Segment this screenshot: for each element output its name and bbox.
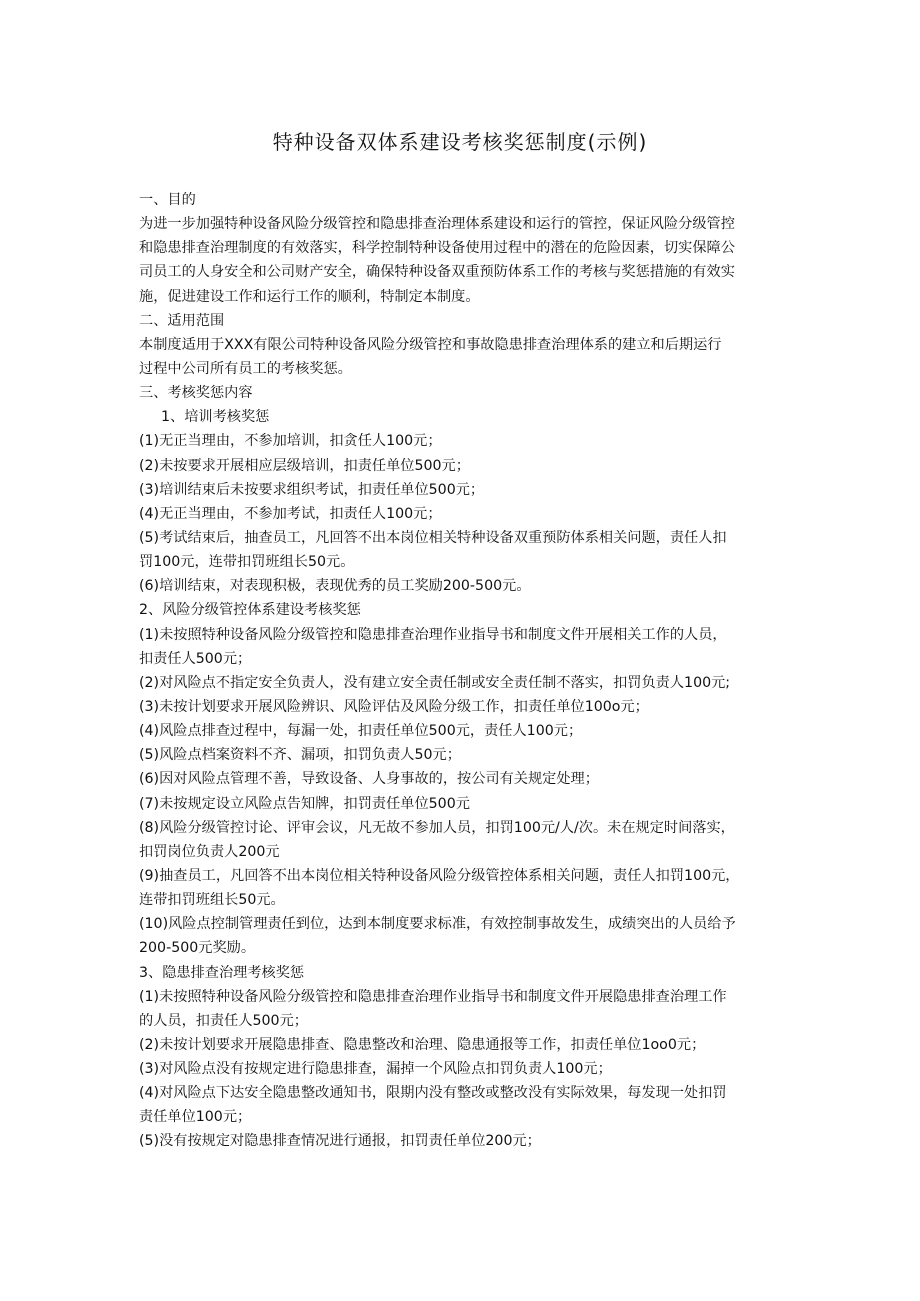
text-line: (5)考试结束后，抽查员工，凡回答不出本岗位相关特种设备双重预防体系相关问题，责任人扣 bbox=[139, 529, 727, 546]
text-line: (3)对风险点没有按规定进行隐患排查，漏掉一个风险点扣罚负责人100元； bbox=[139, 1061, 612, 1078]
text-line: 司员工的人身安全和公司财产安全，确保特种设备双重预防体系工作的考核与奖惩措施的有效实 bbox=[139, 264, 735, 281]
text-line: 连带扣罚班组长50元。 bbox=[139, 892, 285, 909]
text-line: (3)未按计划要求开展风险辨识、风险评估及风险分级工作，扣责任单位100o元； bbox=[139, 698, 649, 715]
text-line: 罚100元，连带扣罚班组长50元。 bbox=[139, 554, 355, 571]
text-line: (10)风险点控制管理责任到位，达到本制度要求标准，有效控制事故发生，成绩突出的人员给予 bbox=[139, 916, 736, 933]
text-line: 施，促进建设工作和运行工作的顺利，特制定本制度。 bbox=[139, 288, 480, 305]
text-line: 本制度适用于XXX有限公司特种设备风险分级管控和事故隐患排查治理体系的建立和后期运行 bbox=[139, 336, 722, 353]
text-line: 3、隐患排查治理考核奖惩 bbox=[139, 964, 305, 981]
text-line: 扣罚岗位负责人200元 bbox=[139, 843, 280, 860]
text-line: (4)对风险点下达安全隐患整改通知书，限期内没有整改或整改没有实际效果，每发现一处扣罚 bbox=[139, 1085, 727, 1102]
text-line: 三、考核奖惩内容 bbox=[139, 385, 253, 402]
text-line: (5)风险点档案资料不齐、漏项，扣罚负责人50元； bbox=[139, 747, 461, 764]
text-line: (8)风险分级管控讨论、评审会议，凡无故不参加人员，扣罚100元/人/次。未在规定时间落实， bbox=[139, 819, 735, 836]
text-line: (2)未按要求开展相应层级培训，扣责任单位500元； bbox=[139, 457, 470, 474]
text-line: 200-500元奖励。 bbox=[139, 940, 256, 957]
text-line: (6)因对风险点管理不善，导致设备、人身事故的，按公司有关规定处理； bbox=[139, 771, 599, 788]
text-line: (5)没有按规定对隐患排查情况进行通报，扣罚责任单位200元； bbox=[139, 1133, 541, 1150]
text-line: (3)培训结束后未按要求组织考试，扣责任单位500元； bbox=[139, 481, 485, 498]
document-title: 特种设备双体系建设考核奖惩制度(示例) bbox=[272, 130, 648, 154]
document-body bbox=[139, 188, 784, 1154]
text-line: (7)未按规定设立风险点告知牌，扣罚责任单位500元 bbox=[139, 795, 470, 812]
text-line: 二、适用范围 bbox=[139, 312, 225, 329]
text-line: 1、培训考核奖惩 bbox=[161, 409, 270, 426]
text-line: 过程中公司所有员工的考核奖惩。 bbox=[139, 360, 352, 377]
text-line: 的人员，扣责任人500元； bbox=[139, 1012, 308, 1029]
text-line: (1)未按照特种设备风险分级管控和隐患排查治理作业指导书和制度文件开展隐患排查治理工作 bbox=[139, 988, 727, 1005]
text-line: 责任单位100元； bbox=[139, 1109, 252, 1126]
text-line: 扣责任人500元； bbox=[139, 650, 252, 667]
text-line: 2、风险分级管控体系建设考核奖惩 bbox=[139, 602, 361, 619]
text-line: (1)未按照特种设备风险分级管控和隐患排查治理作业指导书和制度文件开展相关工作的人员， bbox=[139, 626, 727, 643]
text-line: 为进一步加强特种设备风险分级管控和隐患排查治理体系建设和运行的管控，保证风险分级管控 bbox=[139, 216, 735, 233]
text-line: 一、目的 bbox=[139, 192, 196, 208]
text-line: (2)对风险点不指定安全负责人，没有建立安全责任制或安全责任制不落实，扣罚负责人100元; bbox=[139, 674, 731, 691]
text-line: 和隐患排查治理制度的有效落实，科学控制特种设备使用过程中的潜在的危险因素，切实保障公 bbox=[139, 240, 735, 257]
text-line: (1)无正当理由，不参加培训，扣贪任人100元； bbox=[139, 433, 442, 450]
text-line: (6)培训结束，对表现积极，表现优秀的员工奖励200-500元。 bbox=[139, 578, 531, 595]
text-line: (4)风险点排查过程中，每漏一处，扣责任单位500元，责任人100元； bbox=[139, 723, 583, 740]
text-line: (9)抽查员工，凡回答不出本岗位相关特种设备风险分级管控体系相关问题，责任人扣罚100元， bbox=[139, 867, 740, 884]
text-line: (2)未按计划要求开展隐患排查、隐患整改和治理、隐患通报等工作，扣责任单位1oo0元； bbox=[139, 1036, 706, 1053]
text-line: (4)无正当理由，不参加考试，扣责任人100元； bbox=[139, 505, 442, 522]
